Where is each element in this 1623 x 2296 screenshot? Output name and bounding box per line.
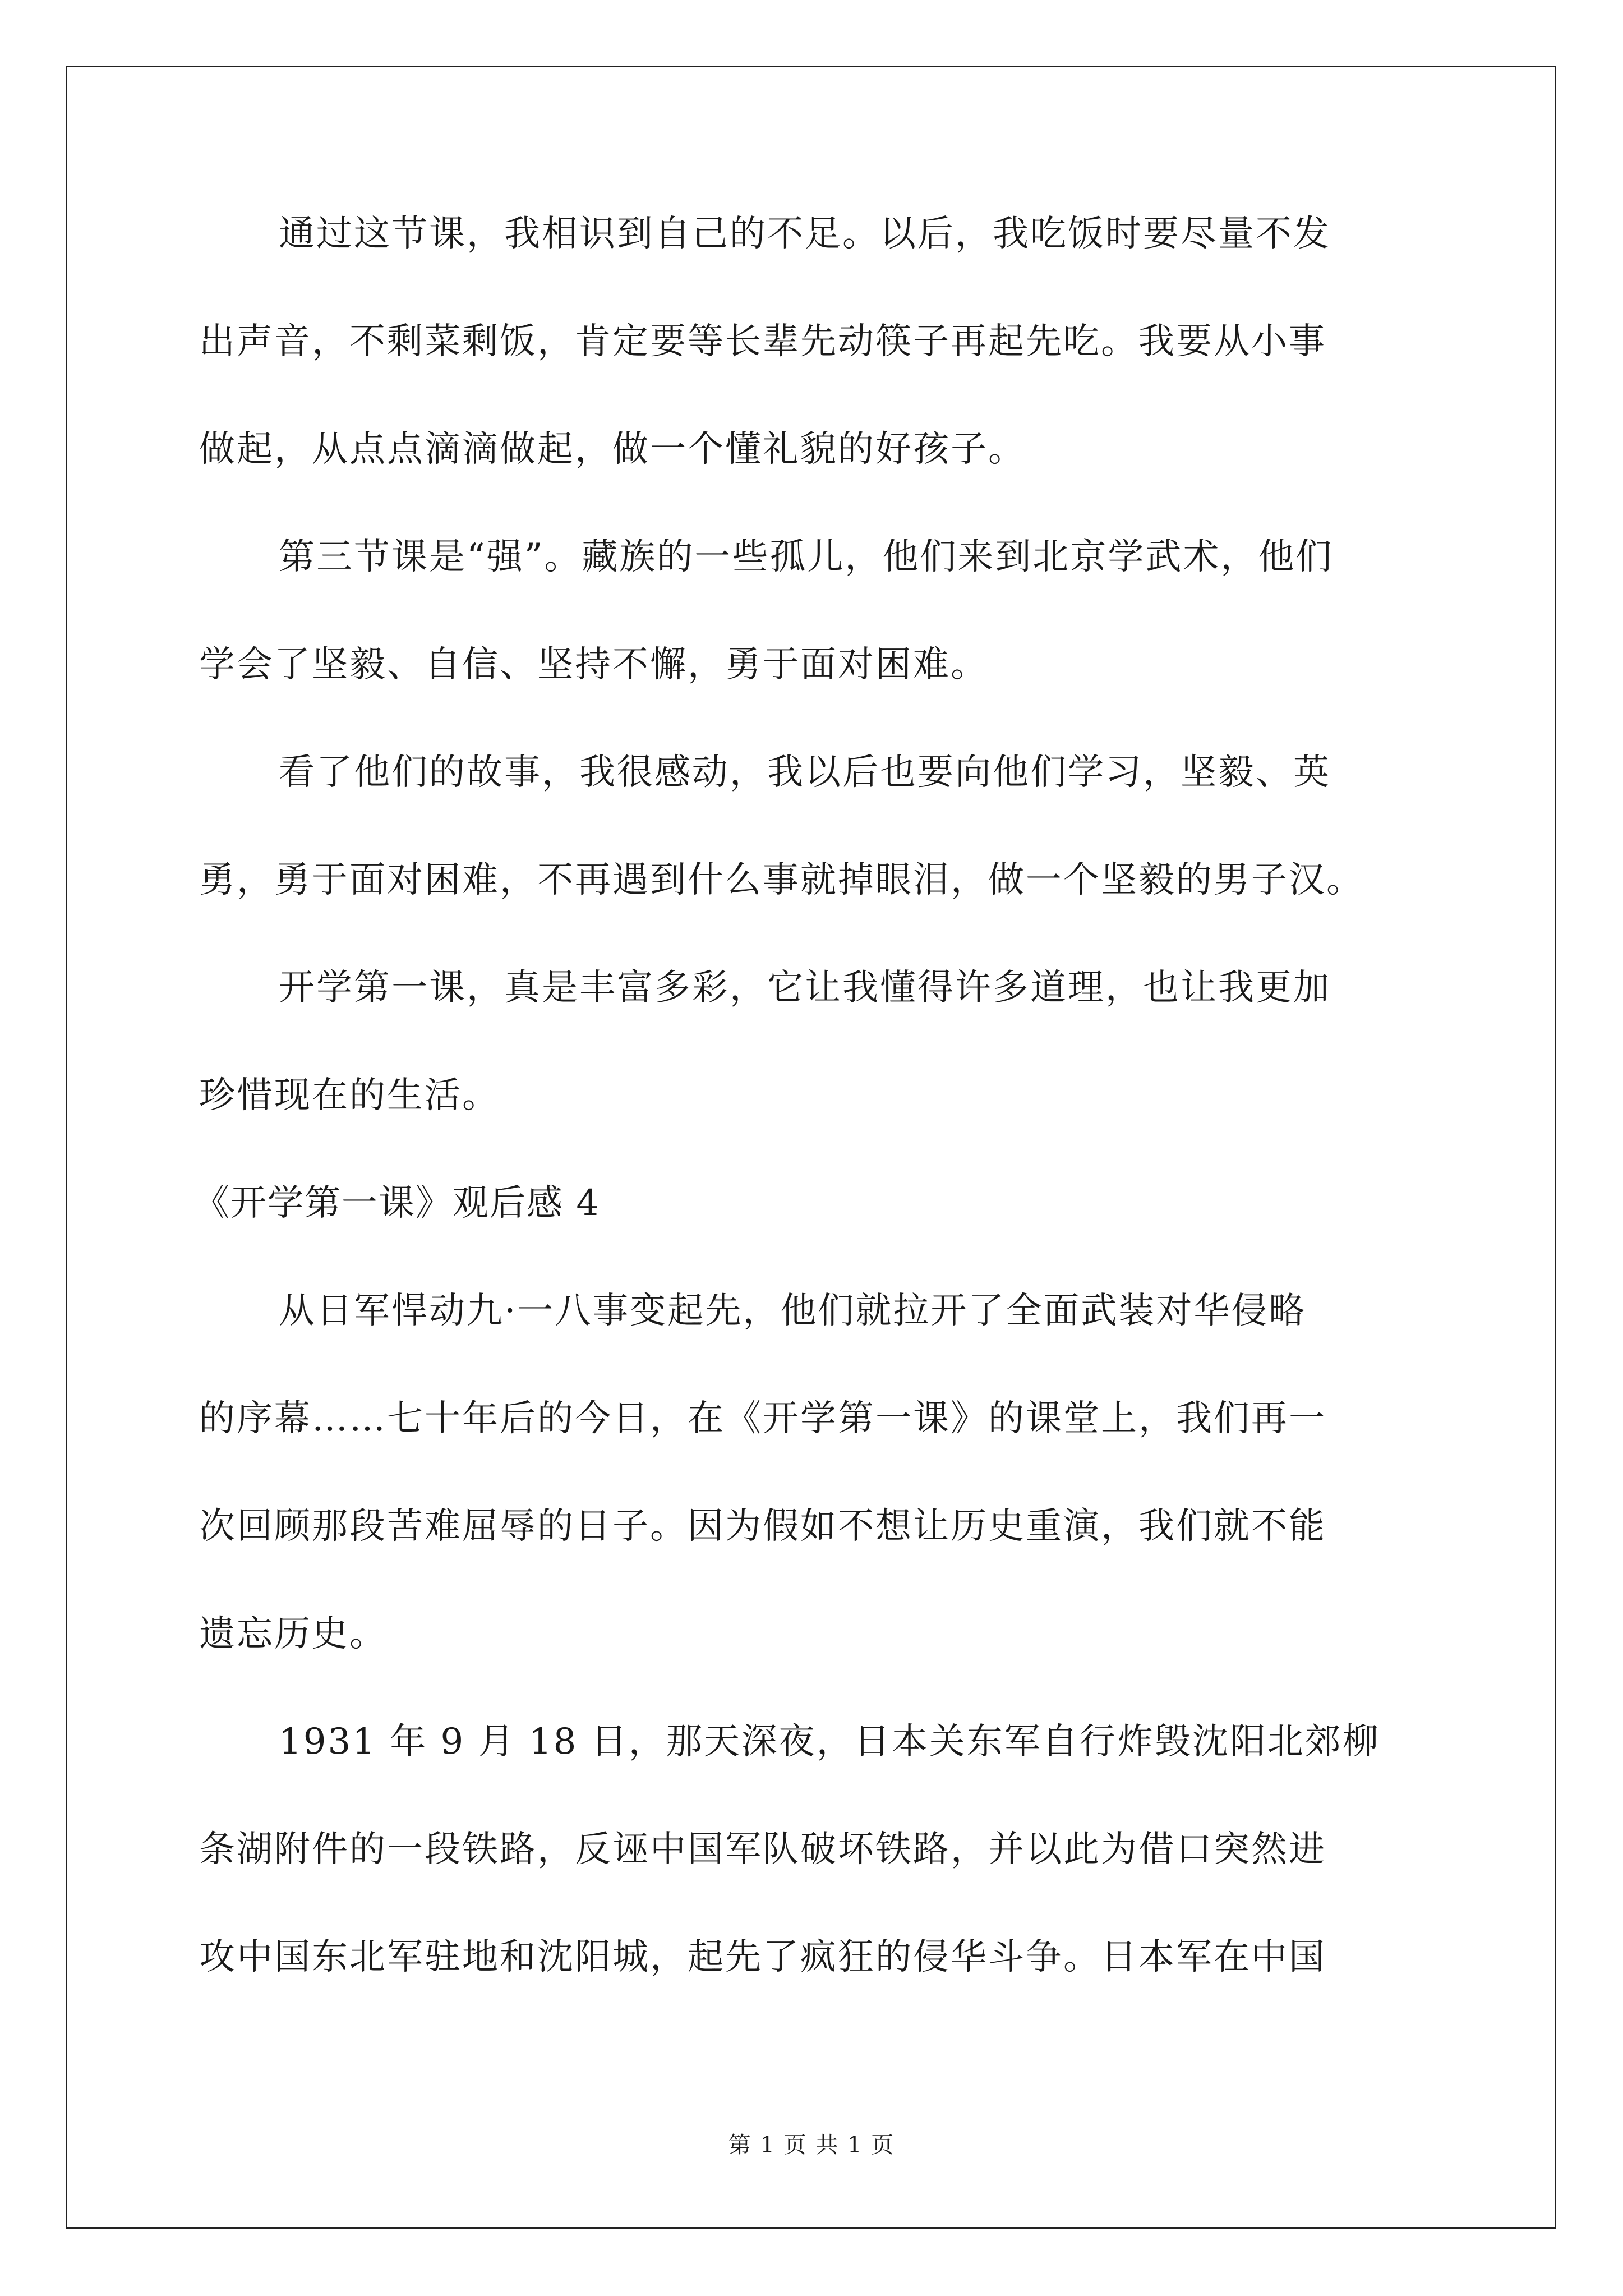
text-line: 第三节课是“强”。藏族的一些孤儿，他们来到北京学武术，他们 (279, 536, 1334, 578)
text-line: 从日军悍动九·一八事变起先，他们就拉开了全面武装对华侵略 (279, 1290, 1307, 1332)
text-line: 通过这节课，我相识到自己的不足。以后，我吃饭时要尽量不发 (279, 213, 1331, 255)
page-footer: 第 1 页 共 1 页 (728, 2132, 895, 2158)
text-line: 次回顾那段苦难屈辱的日子。因为假如不想让历史重演，我们就不能 (199, 1506, 1326, 1547)
text-line: 学会了坚毅、自信、坚持不懈，勇于面对困难。 (199, 644, 988, 685)
text-line: 出声音，不剩菜剩饭，肯定要等长辈先动筷子再起先吃。我要从小事 (199, 321, 1326, 362)
text-line: 的序幕……七十年后的今日，在《开学第一课》的课堂上，我们再一 (199, 1398, 1326, 1439)
text-line: 遗忘历史。 (199, 1613, 387, 1655)
section-heading: 《开学第一课》观后感 4 (193, 1182, 601, 1224)
text-line: 珍惜现在的生活。 (199, 1075, 500, 1116)
text-line: 开学第一课，真是丰富多彩，它让我懂得许多道理，也让我更加 (279, 967, 1331, 1009)
document-body (193, 213, 1433, 2047)
text-line: 做起，从点点滴滴做起，做一个懂礼貌的好孩子。 (199, 429, 1026, 470)
text-line: 攻中国东北军驻地和沈阳城，起先了疯狂的侵华斗争。日本军在中国 (199, 1936, 1326, 1978)
text-line: 1931 年 9 月 18 日，那天深夜，日本关东军自行炸毁沈阳北郊柳 (279, 1721, 1380, 1763)
text-line: 勇，勇于面对困难，不再遇到什么事就掉眼泪，做一个坚毅的男子汉。 (199, 859, 1364, 901)
text-line: 条湖附件的一段铁路，反诬中国军队破坏铁路，并以此为借口突然进 (199, 1829, 1326, 1870)
text-line: 看了他们的故事，我很感动，我以后也要向他们学习，坚毅、英 (279, 752, 1331, 793)
